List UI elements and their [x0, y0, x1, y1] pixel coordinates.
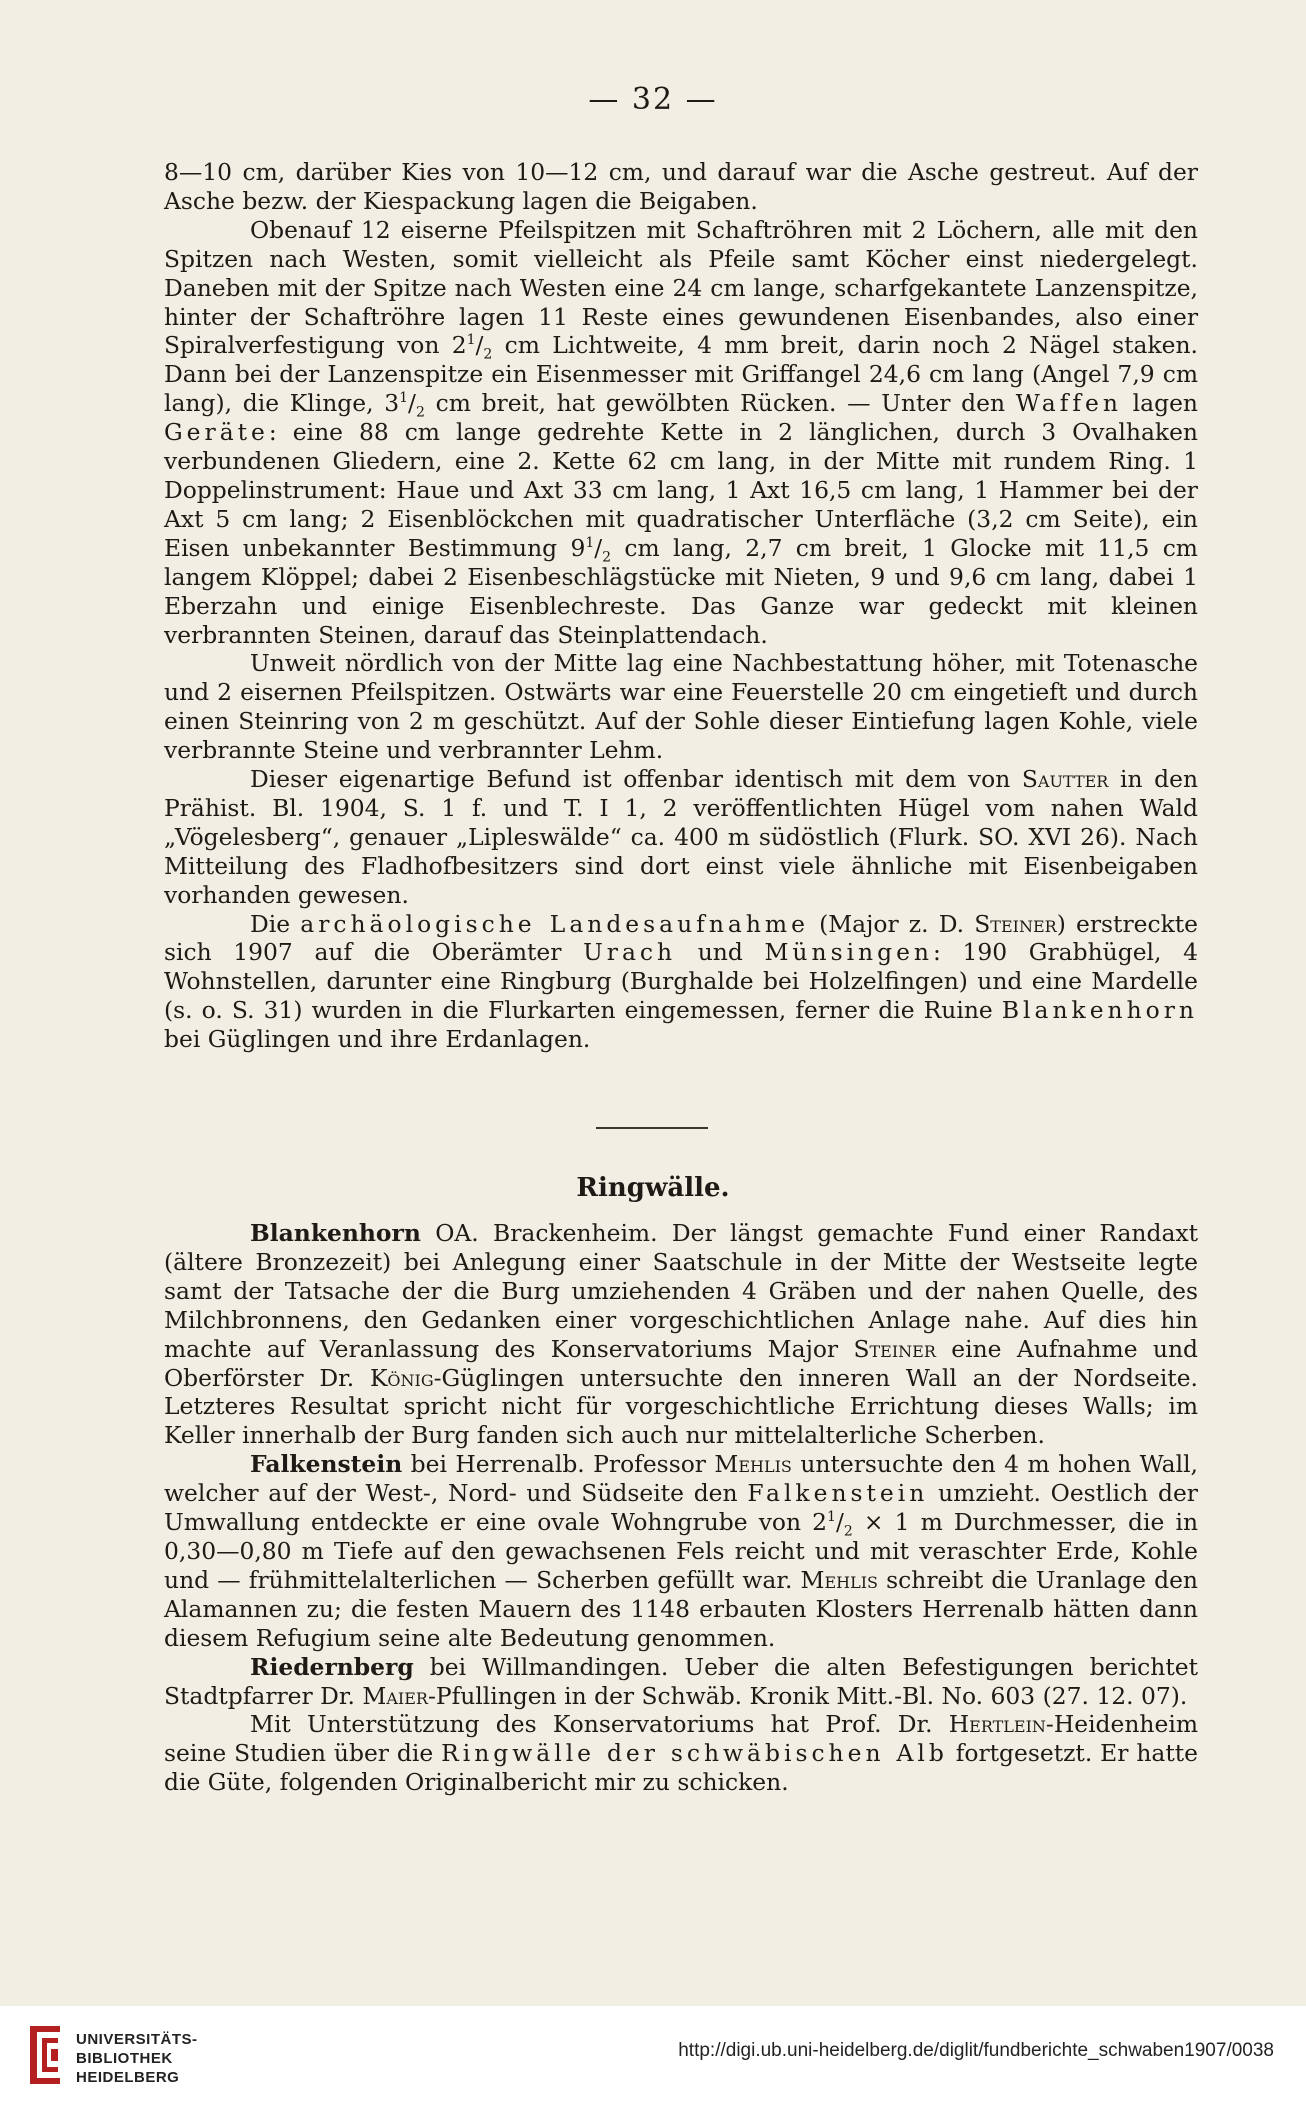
text-run: ) erstreckte sich 1907 auf die Oberämter: [164, 909, 1198, 967]
text-run: bei Herrenalb. Professor: [402, 1450, 715, 1479]
fraction-slash: /: [594, 533, 603, 562]
text-run: lagen: [1121, 389, 1198, 418]
author-name: Maier: [362, 1681, 428, 1710]
text-run: untersuchte den 4 m hohen Wall, welcher auf der West-, Nord- und Südseite den: [164, 1450, 1198, 1508]
text-run: -Güglingen untersuchte den inneren Wall an der Nordseite. Letzteres Resultat spricht nicht für vorgeschichtliche Errichtung dieses Walls; im Keller innerhalb der Burg fanden sich auch nur mittelalterliche Scherben.: [164, 1363, 1198, 1450]
text-run: Unweit nördlich von der Mitte lag eine Nachbestattung höher, mit Totenasche und 2 eisernen Pfeilspitzen. Ostwärts war eine Feuerstelle 20 cm eingetieft und durch einen Steinring von 2 m geschützt. Auf der Sohle dieser Eintiefung lagen Kohle, viele verbrannte Steine und verbrannter Lehm.: [164, 649, 1198, 765]
author-name: Sautter: [1021, 765, 1109, 794]
section-heading: Ringwälle.: [576, 1173, 730, 1203]
text-run: umzieht. Oestlich der Umwallung entdeckte er eine ovale Wohngrube von 2: [164, 1479, 1198, 1537]
author-name: Hertlein: [948, 1710, 1046, 1739]
fraction-denominator: 2: [602, 549, 612, 566]
paragraph-4: [164, 765, 1198, 910]
author-name: Steiner: [853, 1334, 936, 1363]
logo-line: UNIVERSITÄTS-: [76, 2031, 198, 2048]
text-run: 8—10 cm, darüber Kies von 10—12 cm, und darauf war die Asche gestreut. Auf der Asche bezw. der Kiespackung lagen die Beigaben.: [164, 158, 1198, 215]
text-run: : eine 88 cm lange gedrehte Kette in 2 länglichen, durch 3 Ovalhaken verbundenen Gliedern, eine 2. Kette 62 cm lang, in der Mitte mit rundem Ring. 1 Doppelinstrument: Haue und Axt 33 cm lang, 1 Axt 16,5 cm lang, 1 Hammer bei der Axt 5 cm lang; 2 Eisenblöckchen mit quadratischer Unterfläche (3,2 cm Seite), ein Eisen unbekannter Bestimmung 9: [164, 418, 1198, 562]
author-name: Mehlis: [714, 1450, 792, 1479]
paragraph-2: [164, 216, 1198, 650]
spaced-term: Blankenhorn: [1001, 996, 1198, 1025]
spaced-term: Geräte: [164, 418, 269, 447]
text-run: Dieser eigenartige Befund ist offenbar identisch mit dem von: [250, 765, 1022, 794]
page-number: — 32 —: [588, 82, 718, 117]
text-run: cm breit, hat gewölbten Rücken. — Unter den: [424, 389, 1016, 418]
text-run: -Pfullingen in der Schwäb. Kronik Mitt.-Bl. No. 603 (27. 12. 07).: [427, 1681, 1188, 1710]
spaced-term: Urach: [583, 938, 677, 967]
text-run: Obenauf 12 eiserne Pfeilspitzen mit Schaftröhren mit 2 Löchern, alle mit den Spitzen nach Westen, somit vielleicht als Pfeile samt Köcher einst niedergelegt. Daneben mit der Spitze nach Westen eine 24 cm lange, scharfgekantete Lanzenspitze, hinter der Schaftröhre lagen 11 Reste eines gewundenen Eisenbandes, also einer Spiralverfestigung von 2: [164, 215, 1198, 360]
library-logo-icon: [28, 2024, 62, 2086]
text-run: in den Prähist. Bl. 1904, S. 1 f. und T. I 1, 2 veröffentlichten Hügel vom nahen Wald „Vögelesberg“, genauer „Lipleswälde“ ca. 400 m südöstlich (Flurk. SO. XVI 26). Nach Mitteilung des Fladhofbesitzers sind dort einst viele ähnliche mit Eisenbeigaben vorhanden gewesen.: [164, 765, 1199, 909]
section-separator: [596, 1127, 708, 1129]
section-paragraph-2: [164, 1450, 1198, 1652]
spaced-term: archäologische Landesaufnahme: [300, 909, 809, 938]
spaced-term: Münsingen: [764, 938, 933, 967]
section-paragraph-3: [164, 1653, 1198, 1711]
source-url-link[interactable]: http://digi.ub.uni-heidelberg.de/diglit/fundberichte_schwaben1907/0038: [678, 2040, 1274, 2061]
text-run: bei Willmandingen. Ueber die alten Befestigungen berichtet Stadtpfarrer Dr.: [164, 1652, 1198, 1710]
fraction-slash: /: [475, 331, 484, 360]
text-run: bei Güglingen und ihre Erdanlagen.: [164, 1025, 591, 1054]
fraction-slash: /: [835, 1508, 844, 1537]
paragraph-5: [164, 910, 1198, 1055]
section-paragraph-1: [164, 1219, 1198, 1450]
author-name: König: [369, 1363, 434, 1392]
body-text: [164, 158, 1198, 1054]
author-name: Mehlis: [800, 1565, 879, 1594]
text-run: (Major z. D.: [808, 909, 975, 938]
spaced-term: Ringwälle der schwäbischen Alb: [441, 1739, 948, 1768]
spaced-term: Waffen: [1015, 389, 1122, 418]
fraction-numerator: 1: [399, 390, 409, 407]
logo-line: HEIDELBERG: [76, 2069, 180, 2086]
text-run: OA. Brackenheim. Der längst gemachte Fund einer Randaxt (ältere Bronzezeit) bei Anlegung einer Saatschule in der Mitte der Westseite legte samt der Tatsache der die Burg umziehenden 4 Gräben und der nahen Quelle, des Milchbronnens, den Gedanken einer vorgeschichtlichen Anlage nahe. Auf dies hin machte auf Veranlassung des Konservatoriums Major: [164, 1219, 1198, 1363]
paragraph-1: [164, 158, 1198, 216]
site-name: Falkenstein: [250, 1450, 403, 1479]
text-run: cm Lichtweite, 4 mm breit, darin noch 2 Nägel staken. Dann bei der Lanzenspitze ein Eisenmesser mit Griffangel 24,6 cm lang (Angel 7,9 cm lang), die Klinge, 3: [164, 331, 1198, 418]
text-run: fortgesetzt. Er hatte die Güte, folgenden Originalbericht mir zu schicken.: [164, 1739, 1198, 1797]
fraction-numerator: 1: [585, 534, 595, 551]
fraction-denominator: 2: [415, 404, 425, 421]
text-run: Mit Unterstützung des Konservatoriums hat Prof. Dr.: [250, 1710, 949, 1739]
text-run: -Heidenheim seine Studien über die: [164, 1710, 1198, 1768]
text-run: cm lang, 2,7 cm breit, 1 Glocke mit 11,5 cm langem Klöppel; dabei 2 Eisenbeschlägstücke mit Nieten, 9 und 9,6 cm lang, dabei 1 Eberzahn und einige Eisenblechreste. Das Ganze war gedeckt mit kleinen verbrannten Steinen, darauf das Steinplattendach.: [164, 533, 1198, 649]
text-run: × 1 m Durchmesser, die in 0,30—0,80 m Tiefe auf den gewachsenen Fels reicht und mit veraschter Erde, Kohle und — frühmittelalterlichen — Scherben gefüllt war.: [164, 1508, 1199, 1594]
library-logo-text: [76, 2030, 198, 2087]
site-name: Blankenhorn: [250, 1219, 421, 1247]
fraction-numerator: 1: [827, 1509, 836, 1526]
fraction-denominator: 2: [843, 1523, 853, 1540]
text-run: schreibt die Uranlage den Alamannen zu; die festen Mauern des 1148 erbauten Klosters Herrenalb hätten dann diesem Refugium seine alte Bedeutung genommen.: [164, 1565, 1198, 1652]
fraction-numerator: 1: [466, 332, 476, 349]
author-name: Steiner: [974, 909, 1057, 938]
section-body-text: [164, 1219, 1198, 1797]
text-run: : 190 Grabhügel, 4 Wohnstellen, darunter eine Ringburg (Burghalde bei Holzelfingen) und eine Mardelle (s. o. S. 31) wurden in die Flurkarten eingemessen, ferner die Ruine: [164, 938, 1198, 1025]
text-run: eine Aufnahme und Oberförster Dr.: [164, 1334, 1198, 1392]
fraction-denominator: 2: [483, 347, 493, 364]
text-run: Die: [250, 909, 301, 938]
section-paragraph-4: [164, 1710, 1198, 1797]
site-name: Riedernberg: [250, 1652, 414, 1681]
logo-line: BIBLIOTHEK: [76, 2050, 173, 2067]
paragraph-3: [164, 649, 1198, 765]
spaced-term: Falkenstein: [747, 1479, 929, 1508]
text-run: und: [676, 938, 765, 967]
fraction-slash: /: [408, 389, 416, 418]
